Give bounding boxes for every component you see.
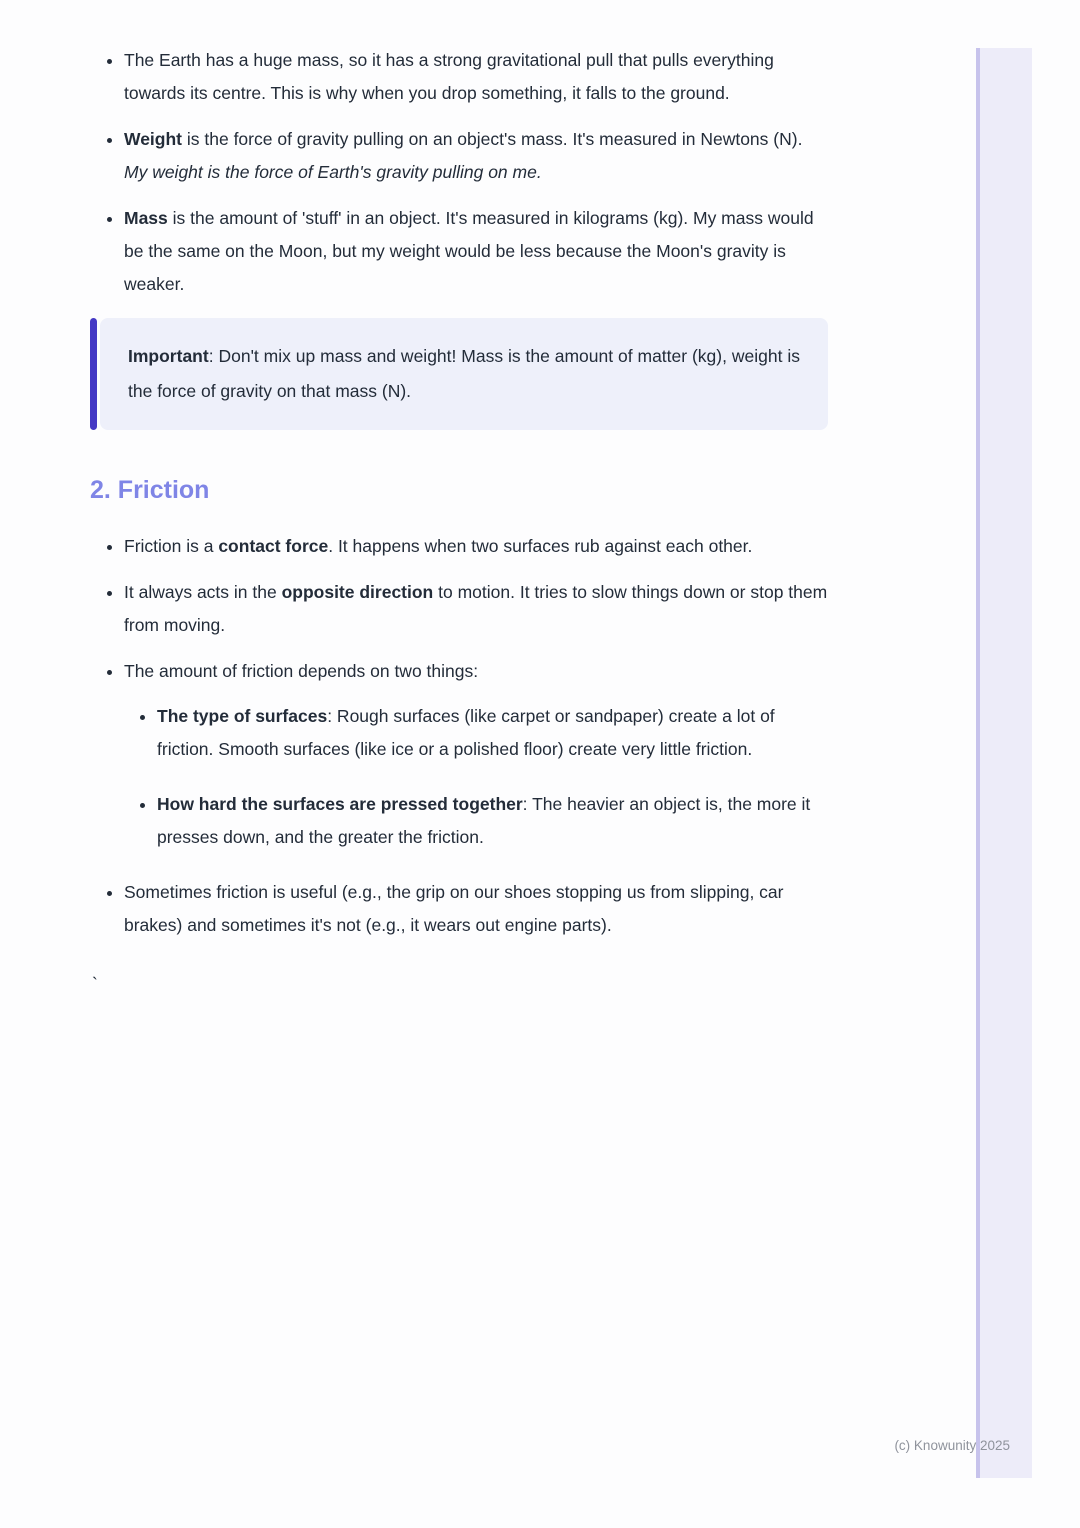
bullet-list-friction: [90, 530, 828, 942]
list-item: [124, 530, 828, 563]
page-content: [90, 44, 828, 1001]
list-item-text: Sometimes friction is useful (e.g., the grip on our shoes stopping us from slipping, car brakes) and sometimes it's not (e.g., it wears out engine parts).: [124, 882, 784, 935]
list-item: [124, 655, 828, 854]
sub-list-item: [157, 788, 828, 854]
important-callout: [90, 318, 828, 430]
list-item: [124, 202, 828, 301]
list-item: [124, 123, 828, 189]
list-item-text: How hard the surfaces are pressed together: The heavier an object is, the more it presses down, and the greater the friction.: [157, 794, 811, 847]
list-item-text: Friction is a contact force. It happens when two surfaces rub against each other.: [124, 536, 753, 556]
callout-text: Important: Don't mix up mass and weight! Mass is the amount of matter (kg), weight is the force of gravity on that mass (N).: [100, 318, 828, 430]
section-heading-friction: 2. Friction: [90, 476, 210, 504]
list-item-text: It always acts in the opposite direction to motion. It tries to slow things down or stop them from moving.: [124, 582, 828, 635]
list-item-text: The type of surfaces: Rough surfaces (like carpet or sandpaper) create a lot of friction. Smooth surfaces (like ice or a polished floor) create very little friction.: [157, 706, 775, 759]
callout-accent-bar: [90, 318, 97, 430]
list-item-text: The Earth has a huge mass, so it has a strong gravitational pull that pulls everything towards its centre. This is why when you drop something, it falls to the ground.: [124, 50, 774, 103]
list-item-text: Mass is the amount of 'stuff' in an object. It's measured in kilograms (kg). My mass would be the same on the Moon, but my weight would be less because the Moon's gravity is weaker.: [124, 208, 814, 294]
list-item: [124, 44, 828, 110]
sub-list-item: [157, 700, 828, 766]
list-item-text: Weight is the force of gravity pulling on an object's mass. It's measured in Newtons (N). My weight is the force of Earth's gravity pulling on me.: [124, 129, 803, 182]
list-item: [124, 876, 828, 942]
sub-bullet-list: [124, 700, 828, 854]
stray-backtick: `: [92, 974, 98, 994]
list-item: [124, 576, 828, 642]
footer-copyright: (c) Knowunity 2025: [894, 1438, 1010, 1453]
page-edge-stripe: [976, 48, 1032, 1478]
bullet-list-forces: [90, 44, 828, 301]
list-item-text: The amount of friction depends on two things:: [124, 661, 479, 681]
